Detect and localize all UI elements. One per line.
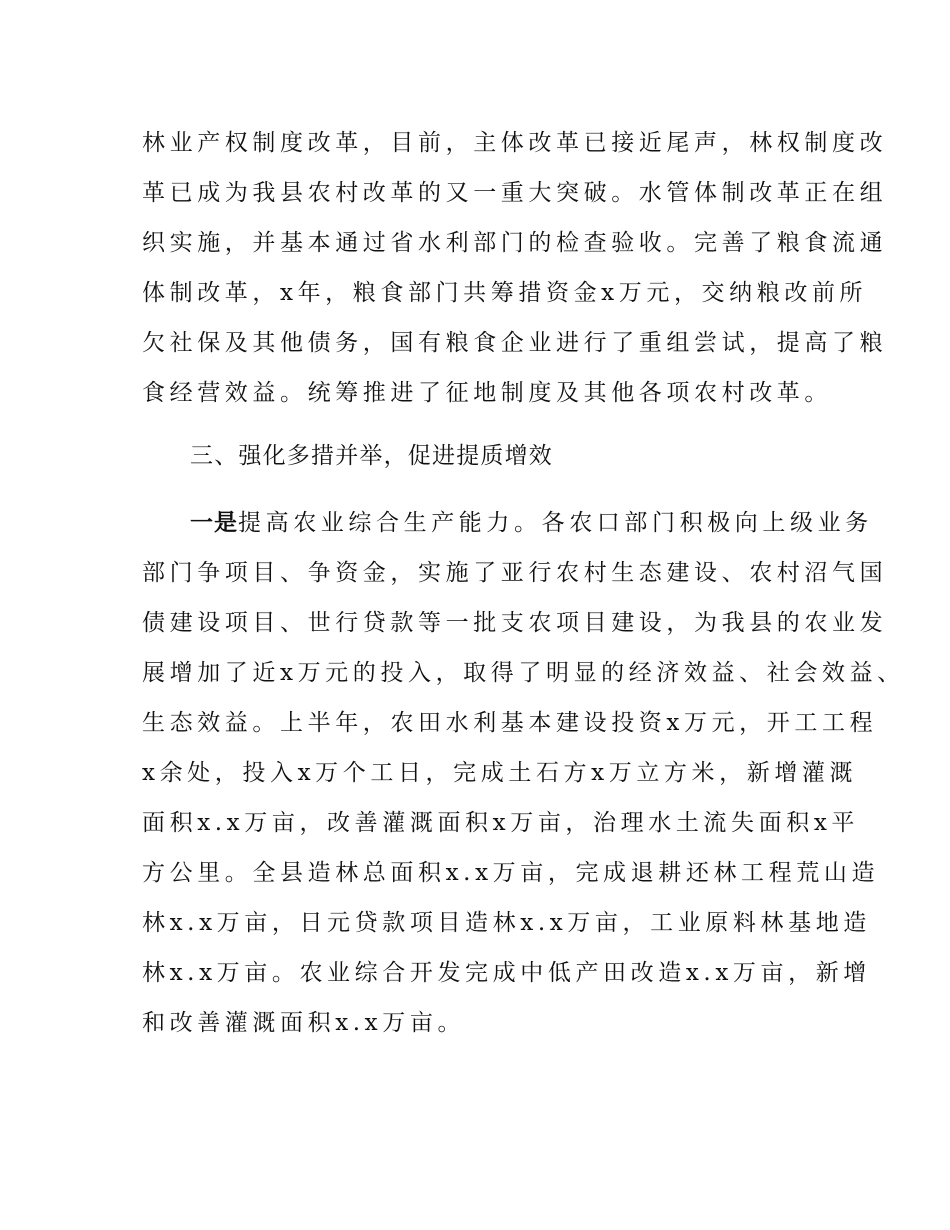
- paragraph-line: 体制改革，x年，粮食部门共筹措资金x万元，交纳粮改前所: [142, 280, 868, 306]
- paragraph-line: 部门争项目、争资金，实施了亚行农村生态建设、农村沼气国: [142, 560, 888, 586]
- paragraph-line: 革已成为我县农村改革的又一重大突破。水管体制改革正在组: [142, 180, 888, 206]
- paragraph-line: x余处，投入x万个工日，完成土石方x万立方米，新增灌溉: [142, 760, 858, 786]
- paragraph-line: 面积x.x万亩，改善灌溉面积x万亩，治理水土流失面积x平: [142, 810, 859, 836]
- paragraph-line: 和改善灌溉面积x.x万亩。: [142, 1010, 466, 1036]
- paragraph-line: 生态效益。上半年，农田水利基本建设投资x万元，开工工程: [142, 710, 878, 736]
- paragraph-lead-phrase: 一是: [190, 510, 238, 536]
- paragraph-line: 林x.x万亩。农业综合开发完成中低产田改造x.x万亩，新增: [142, 960, 871, 986]
- paragraph-first-line-text: 提高农业综合生产能力。各农口部门积极向上级业务: [238, 510, 873, 536]
- paragraph-line: 林业产权制度改革，目前，主体改革已接近尾声，林权制度改: [142, 130, 888, 156]
- paragraph-line: 欠社保及其他债务，国有粮食企业进行了重组尝试，提高了粮: [142, 330, 888, 356]
- paragraph-first-line: [190, 508, 873, 538]
- paragraph-line: 林x.x万亩，日元贷款项目造林x.x万亩，工业原料林基地造: [142, 910, 871, 936]
- paragraph-line: 债建设项目、世行贷款等一批支农项目建设，为我县的农业发: [142, 610, 888, 636]
- paragraph-line: 食经营效益。统筹推进了征地制度及其他各项农村改革。: [142, 380, 832, 406]
- paragraph-line: 织实施，并基本通过省水利部门的检查验收。完善了粮食流通: [142, 230, 888, 256]
- section-heading: 三、强化多措并举，促进提质增效: [190, 443, 553, 469]
- paragraph-line: 展增加了近x万元的投入，取得了明显的经济效益、社会效益、: [142, 660, 905, 686]
- paragraph-line: 方公里。全县造林总面积x.x万亩，完成退耕还林工程荒山造: [142, 860, 880, 886]
